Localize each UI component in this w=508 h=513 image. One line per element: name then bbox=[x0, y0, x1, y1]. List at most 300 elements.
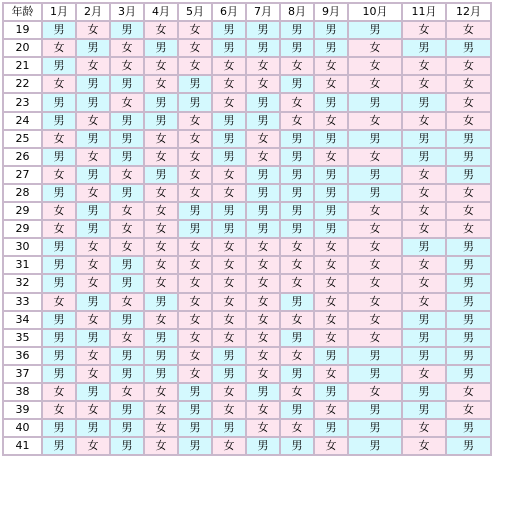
female-cell: 女 bbox=[179, 239, 211, 255]
female-cell: 女 bbox=[447, 22, 490, 38]
female-cell: 女 bbox=[179, 294, 211, 310]
male-cell: 男 bbox=[315, 185, 347, 201]
female-cell: 女 bbox=[349, 275, 401, 291]
male-cell: 男 bbox=[213, 366, 245, 382]
table-row bbox=[4, 149, 490, 165]
male-cell: 男 bbox=[349, 366, 401, 382]
female-cell: 女 bbox=[349, 58, 401, 74]
male-cell: 男 bbox=[447, 294, 490, 310]
female-cell: 女 bbox=[145, 384, 177, 400]
female-cell: 女 bbox=[447, 76, 490, 92]
female-cell: 女 bbox=[179, 185, 211, 201]
female-cell: 女 bbox=[111, 294, 143, 310]
male-cell: 男 bbox=[447, 366, 490, 382]
female-cell: 女 bbox=[179, 312, 211, 328]
table-row bbox=[4, 330, 490, 346]
table-row bbox=[4, 275, 490, 291]
female-cell: 女 bbox=[145, 149, 177, 165]
male-cell: 男 bbox=[43, 312, 75, 328]
female-cell: 女 bbox=[145, 239, 177, 255]
age-cell: 37 bbox=[4, 366, 41, 382]
female-cell: 女 bbox=[145, 76, 177, 92]
male-cell: 男 bbox=[43, 275, 75, 291]
female-cell: 女 bbox=[77, 185, 109, 201]
male-cell: 男 bbox=[111, 420, 143, 436]
female-cell: 女 bbox=[403, 438, 445, 454]
male-cell: 男 bbox=[43, 94, 75, 110]
female-cell: 女 bbox=[447, 185, 490, 201]
female-cell: 女 bbox=[247, 58, 279, 74]
male-cell: 男 bbox=[77, 94, 109, 110]
male-cell: 男 bbox=[281, 366, 313, 382]
female-cell: 女 bbox=[77, 149, 109, 165]
female-cell: 女 bbox=[145, 131, 177, 147]
female-cell: 女 bbox=[315, 257, 347, 273]
male-cell: 男 bbox=[77, 384, 109, 400]
female-cell: 女 bbox=[403, 185, 445, 201]
male-cell: 男 bbox=[403, 402, 445, 418]
female-cell: 女 bbox=[403, 221, 445, 237]
age-cell: 41 bbox=[4, 438, 41, 454]
male-cell: 男 bbox=[315, 203, 347, 219]
table-row bbox=[4, 221, 490, 237]
female-cell: 女 bbox=[213, 275, 245, 291]
female-cell: 女 bbox=[447, 384, 490, 400]
male-cell: 男 bbox=[43, 420, 75, 436]
female-cell: 女 bbox=[349, 40, 401, 56]
male-cell: 男 bbox=[281, 402, 313, 418]
male-cell: 男 bbox=[281, 221, 313, 237]
male-cell: 男 bbox=[179, 420, 211, 436]
female-cell: 女 bbox=[213, 76, 245, 92]
age-cell: 33 bbox=[4, 294, 41, 310]
female-cell: 女 bbox=[247, 149, 279, 165]
female-cell: 女 bbox=[77, 348, 109, 364]
female-cell: 女 bbox=[77, 239, 109, 255]
male-cell: 男 bbox=[213, 149, 245, 165]
male-cell: 男 bbox=[281, 167, 313, 183]
male-cell: 男 bbox=[111, 113, 143, 129]
male-cell: 男 bbox=[43, 58, 75, 74]
age-cell: 40 bbox=[4, 420, 41, 436]
female-cell: 女 bbox=[43, 203, 75, 219]
female-cell: 女 bbox=[111, 58, 143, 74]
male-cell: 男 bbox=[349, 94, 401, 110]
female-cell: 女 bbox=[43, 384, 75, 400]
male-cell: 男 bbox=[77, 131, 109, 147]
male-cell: 男 bbox=[213, 221, 245, 237]
male-cell: 男 bbox=[403, 348, 445, 364]
female-cell: 女 bbox=[43, 167, 75, 183]
female-cell: 女 bbox=[349, 330, 401, 346]
male-cell: 男 bbox=[213, 203, 245, 219]
male-cell: 男 bbox=[111, 366, 143, 382]
male-cell: 男 bbox=[111, 257, 143, 273]
male-cell: 男 bbox=[43, 366, 75, 382]
female-cell: 女 bbox=[247, 257, 279, 273]
female-cell: 女 bbox=[179, 366, 211, 382]
table-row bbox=[4, 113, 490, 129]
female-cell: 女 bbox=[281, 312, 313, 328]
male-cell: 男 bbox=[315, 167, 347, 183]
male-cell: 男 bbox=[247, 167, 279, 183]
female-cell: 女 bbox=[213, 257, 245, 273]
table-row bbox=[4, 22, 490, 38]
male-cell: 男 bbox=[111, 76, 143, 92]
male-cell: 男 bbox=[447, 420, 490, 436]
age-cell: 38 bbox=[4, 384, 41, 400]
age-column-header: 年龄 bbox=[4, 4, 41, 20]
female-cell: 女 bbox=[145, 402, 177, 418]
age-cell: 26 bbox=[4, 149, 41, 165]
age-cell: 27 bbox=[4, 167, 41, 183]
male-cell: 男 bbox=[349, 402, 401, 418]
female-cell: 女 bbox=[77, 113, 109, 129]
female-cell: 女 bbox=[77, 275, 109, 291]
month-header: 1月 bbox=[43, 4, 75, 20]
female-cell: 女 bbox=[247, 366, 279, 382]
age-cell: 24 bbox=[4, 113, 41, 129]
female-cell: 女 bbox=[213, 402, 245, 418]
male-cell: 男 bbox=[179, 384, 211, 400]
female-cell: 女 bbox=[179, 131, 211, 147]
female-cell: 女 bbox=[145, 275, 177, 291]
female-cell: 女 bbox=[43, 294, 75, 310]
female-cell: 女 bbox=[349, 203, 401, 219]
female-cell: 女 bbox=[315, 275, 347, 291]
male-cell: 男 bbox=[403, 384, 445, 400]
female-cell: 女 bbox=[179, 40, 211, 56]
female-cell: 女 bbox=[111, 221, 143, 237]
female-cell: 女 bbox=[281, 239, 313, 255]
female-cell: 女 bbox=[145, 185, 177, 201]
female-cell: 女 bbox=[403, 113, 445, 129]
age-cell: 35 bbox=[4, 330, 41, 346]
female-cell: 女 bbox=[43, 402, 75, 418]
table-row bbox=[4, 167, 490, 183]
female-cell: 女 bbox=[145, 420, 177, 436]
female-cell: 女 bbox=[179, 22, 211, 38]
female-cell: 女 bbox=[145, 221, 177, 237]
male-cell: 男 bbox=[349, 185, 401, 201]
male-cell: 男 bbox=[43, 438, 75, 454]
male-cell: 男 bbox=[349, 167, 401, 183]
male-cell: 男 bbox=[403, 239, 445, 255]
male-cell: 男 bbox=[43, 113, 75, 129]
female-cell: 女 bbox=[349, 294, 401, 310]
female-cell: 女 bbox=[349, 257, 401, 273]
male-cell: 男 bbox=[281, 22, 313, 38]
male-cell: 男 bbox=[447, 438, 490, 454]
female-cell: 女 bbox=[315, 330, 347, 346]
female-cell: 女 bbox=[145, 257, 177, 273]
female-cell: 女 bbox=[447, 113, 490, 129]
month-header: 11月 bbox=[403, 4, 445, 20]
male-cell: 男 bbox=[43, 239, 75, 255]
female-cell: 女 bbox=[213, 94, 245, 110]
female-cell: 女 bbox=[349, 76, 401, 92]
male-cell: 男 bbox=[349, 131, 401, 147]
female-cell: 女 bbox=[403, 76, 445, 92]
male-cell: 男 bbox=[77, 40, 109, 56]
month-header: 5月 bbox=[179, 4, 211, 20]
female-cell: 女 bbox=[281, 420, 313, 436]
month-header: 6月 bbox=[213, 4, 245, 20]
male-cell: 男 bbox=[111, 438, 143, 454]
male-cell: 男 bbox=[315, 94, 347, 110]
table-row bbox=[4, 76, 490, 92]
table-row bbox=[4, 366, 490, 382]
male-cell: 男 bbox=[43, 257, 75, 273]
female-cell: 女 bbox=[281, 58, 313, 74]
male-cell: 男 bbox=[349, 22, 401, 38]
female-cell: 女 bbox=[349, 113, 401, 129]
male-cell: 男 bbox=[111, 22, 143, 38]
male-cell: 男 bbox=[349, 438, 401, 454]
month-header: 8月 bbox=[281, 4, 313, 20]
male-cell: 男 bbox=[447, 257, 490, 273]
female-cell: 女 bbox=[403, 167, 445, 183]
table-row bbox=[4, 384, 490, 400]
male-cell: 男 bbox=[145, 167, 177, 183]
female-cell: 女 bbox=[281, 257, 313, 273]
female-cell: 女 bbox=[179, 113, 211, 129]
female-cell: 女 bbox=[43, 76, 75, 92]
male-cell: 男 bbox=[43, 348, 75, 364]
male-cell: 男 bbox=[77, 294, 109, 310]
female-cell: 女 bbox=[213, 384, 245, 400]
female-cell: 女 bbox=[77, 312, 109, 328]
female-cell: 女 bbox=[403, 203, 445, 219]
male-cell: 男 bbox=[447, 40, 490, 56]
female-cell: 女 bbox=[77, 257, 109, 273]
age-cell: 29 bbox=[4, 203, 41, 219]
female-cell: 女 bbox=[315, 113, 347, 129]
male-cell: 男 bbox=[179, 402, 211, 418]
month-header: 2月 bbox=[77, 4, 109, 20]
female-cell: 女 bbox=[315, 76, 347, 92]
male-cell: 男 bbox=[43, 185, 75, 201]
male-cell: 男 bbox=[145, 113, 177, 129]
age-cell: 19 bbox=[4, 22, 41, 38]
male-cell: 男 bbox=[403, 330, 445, 346]
male-cell: 男 bbox=[281, 76, 313, 92]
male-cell: 男 bbox=[349, 348, 401, 364]
male-cell: 男 bbox=[247, 438, 279, 454]
gender-prediction-table bbox=[2, 2, 492, 456]
male-cell: 男 bbox=[447, 131, 490, 147]
month-header: 9月 bbox=[315, 4, 347, 20]
male-cell: 男 bbox=[247, 94, 279, 110]
age-cell: 34 bbox=[4, 312, 41, 328]
female-cell: 女 bbox=[111, 40, 143, 56]
male-cell: 男 bbox=[447, 275, 490, 291]
male-cell: 男 bbox=[447, 330, 490, 346]
male-cell: 男 bbox=[77, 167, 109, 183]
female-cell: 女 bbox=[349, 149, 401, 165]
table-row bbox=[4, 203, 490, 219]
female-cell: 女 bbox=[349, 221, 401, 237]
male-cell: 男 bbox=[315, 131, 347, 147]
female-cell: 女 bbox=[247, 294, 279, 310]
female-cell: 女 bbox=[111, 239, 143, 255]
header-row bbox=[4, 4, 490, 20]
female-cell: 女 bbox=[43, 40, 75, 56]
month-header: 10月 bbox=[349, 4, 401, 20]
age-cell: 21 bbox=[4, 58, 41, 74]
female-cell: 女 bbox=[77, 402, 109, 418]
female-cell: 女 bbox=[179, 58, 211, 74]
female-cell: 女 bbox=[247, 348, 279, 364]
age-cell: 36 bbox=[4, 348, 41, 364]
female-cell: 女 bbox=[247, 275, 279, 291]
female-cell: 女 bbox=[77, 366, 109, 382]
month-header: 3月 bbox=[111, 4, 143, 20]
male-cell: 男 bbox=[179, 76, 211, 92]
female-cell: 女 bbox=[145, 58, 177, 74]
male-cell: 男 bbox=[247, 221, 279, 237]
female-cell: 女 bbox=[77, 438, 109, 454]
female-cell: 女 bbox=[315, 402, 347, 418]
male-cell: 男 bbox=[447, 348, 490, 364]
female-cell: 女 bbox=[179, 257, 211, 273]
female-cell: 女 bbox=[145, 312, 177, 328]
female-cell: 女 bbox=[247, 330, 279, 346]
male-cell: 男 bbox=[179, 221, 211, 237]
table-row bbox=[4, 58, 490, 74]
table-row bbox=[4, 94, 490, 110]
age-cell: 23 bbox=[4, 94, 41, 110]
female-cell: 女 bbox=[179, 275, 211, 291]
table-row bbox=[4, 348, 490, 364]
female-cell: 女 bbox=[247, 420, 279, 436]
male-cell: 男 bbox=[349, 420, 401, 436]
male-cell: 男 bbox=[43, 22, 75, 38]
male-cell: 男 bbox=[447, 167, 490, 183]
male-cell: 男 bbox=[447, 239, 490, 255]
table-row bbox=[4, 438, 490, 454]
female-cell: 女 bbox=[315, 438, 347, 454]
female-cell: 女 bbox=[281, 275, 313, 291]
male-cell: 男 bbox=[145, 94, 177, 110]
female-cell: 女 bbox=[247, 312, 279, 328]
male-cell: 男 bbox=[403, 149, 445, 165]
table-row bbox=[4, 294, 490, 310]
table-row bbox=[4, 257, 490, 273]
female-cell: 女 bbox=[247, 131, 279, 147]
age-cell: 22 bbox=[4, 76, 41, 92]
male-cell: 男 bbox=[281, 438, 313, 454]
female-cell: 女 bbox=[213, 312, 245, 328]
month-header: 7月 bbox=[247, 4, 279, 20]
male-cell: 男 bbox=[247, 40, 279, 56]
female-cell: 女 bbox=[403, 22, 445, 38]
male-cell: 男 bbox=[213, 131, 245, 147]
female-cell: 女 bbox=[247, 239, 279, 255]
female-cell: 女 bbox=[349, 312, 401, 328]
female-cell: 女 bbox=[447, 203, 490, 219]
female-cell: 女 bbox=[213, 185, 245, 201]
female-cell: 女 bbox=[349, 239, 401, 255]
female-cell: 女 bbox=[281, 113, 313, 129]
male-cell: 男 bbox=[145, 348, 177, 364]
female-cell: 女 bbox=[111, 384, 143, 400]
male-cell: 男 bbox=[281, 149, 313, 165]
female-cell: 女 bbox=[403, 257, 445, 273]
female-cell: 女 bbox=[213, 239, 245, 255]
male-cell: 男 bbox=[403, 40, 445, 56]
age-cell: 20 bbox=[4, 40, 41, 56]
female-cell: 女 bbox=[111, 167, 143, 183]
male-cell: 男 bbox=[145, 366, 177, 382]
male-cell: 男 bbox=[281, 131, 313, 147]
male-cell: 男 bbox=[145, 294, 177, 310]
male-cell: 男 bbox=[213, 113, 245, 129]
male-cell: 男 bbox=[77, 221, 109, 237]
age-cell: 30 bbox=[4, 239, 41, 255]
male-cell: 男 bbox=[315, 221, 347, 237]
female-cell: 女 bbox=[77, 22, 109, 38]
male-cell: 男 bbox=[145, 40, 177, 56]
table-row bbox=[4, 131, 490, 147]
table-row bbox=[4, 185, 490, 201]
male-cell: 男 bbox=[247, 113, 279, 129]
male-cell: 男 bbox=[315, 22, 347, 38]
female-cell: 女 bbox=[315, 366, 347, 382]
male-cell: 男 bbox=[43, 149, 75, 165]
female-cell: 女 bbox=[43, 131, 75, 147]
male-cell: 男 bbox=[111, 185, 143, 201]
female-cell: 女 bbox=[179, 330, 211, 346]
male-cell: 男 bbox=[111, 131, 143, 147]
male-cell: 男 bbox=[77, 203, 109, 219]
male-cell: 男 bbox=[213, 348, 245, 364]
male-cell: 男 bbox=[145, 330, 177, 346]
age-cell: 31 bbox=[4, 257, 41, 273]
male-cell: 男 bbox=[77, 420, 109, 436]
female-cell: 女 bbox=[403, 58, 445, 74]
female-cell: 女 bbox=[43, 221, 75, 237]
male-cell: 男 bbox=[315, 348, 347, 364]
male-cell: 男 bbox=[281, 294, 313, 310]
female-cell: 女 bbox=[179, 348, 211, 364]
female-cell: 女 bbox=[447, 94, 490, 110]
female-cell: 女 bbox=[315, 312, 347, 328]
male-cell: 男 bbox=[403, 94, 445, 110]
male-cell: 男 bbox=[247, 22, 279, 38]
female-cell: 女 bbox=[179, 149, 211, 165]
male-cell: 男 bbox=[403, 131, 445, 147]
female-cell: 女 bbox=[403, 366, 445, 382]
female-cell: 女 bbox=[247, 76, 279, 92]
male-cell: 男 bbox=[213, 22, 245, 38]
male-cell: 男 bbox=[111, 348, 143, 364]
male-cell: 男 bbox=[111, 312, 143, 328]
female-cell: 女 bbox=[111, 330, 143, 346]
female-cell: 女 bbox=[315, 239, 347, 255]
table-row bbox=[4, 239, 490, 255]
female-cell: 女 bbox=[111, 94, 143, 110]
female-cell: 女 bbox=[447, 402, 490, 418]
female-cell: 女 bbox=[281, 94, 313, 110]
female-cell: 女 bbox=[77, 58, 109, 74]
age-cell: 28 bbox=[4, 185, 41, 201]
male-cell: 男 bbox=[447, 149, 490, 165]
male-cell: 男 bbox=[213, 420, 245, 436]
female-cell: 女 bbox=[315, 58, 347, 74]
age-cell: 29 bbox=[4, 221, 41, 237]
male-cell: 男 bbox=[315, 384, 347, 400]
